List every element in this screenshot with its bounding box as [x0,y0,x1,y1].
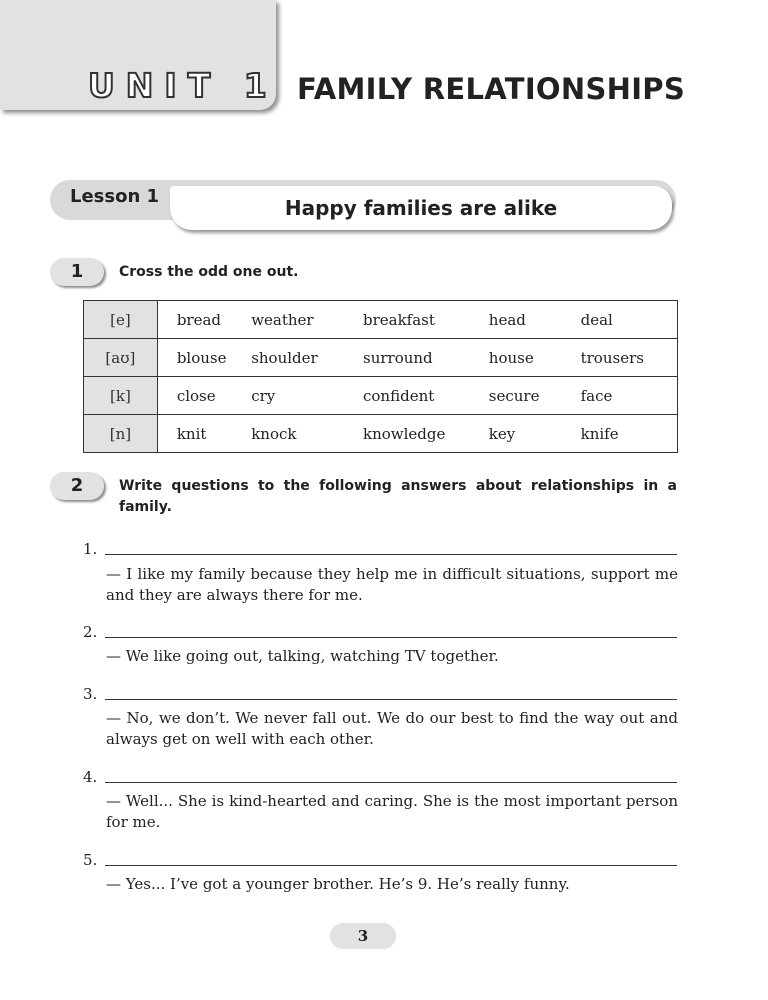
word-cell[interactable]: breakfast [363,301,489,339]
answer-text: — We like going out, talking, watching TV together. [106,647,499,665]
word-cell[interactable]: confident [363,377,489,415]
word-cell[interactable]: key [489,415,581,453]
word-cell[interactable]: secure [489,377,581,415]
question-write-line[interactable] [105,782,677,783]
sound-symbol: [n] [84,415,158,453]
word-cell[interactable]: trousers [581,339,678,377]
table-row [84,301,678,339]
question-number: 4. [83,768,98,786]
word-cell[interactable]: head [489,301,581,339]
word-cell[interactable]: cry [251,377,363,415]
word-cell[interactable]: bread [157,301,251,339]
unit-title: FAMILY RELATIONSHIPS [297,72,686,106]
question-write-line[interactable] [105,637,677,638]
sound-symbol: [aʊ] [84,339,158,377]
table-row [84,377,678,415]
word-cell[interactable]: surround [363,339,489,377]
question-write-line[interactable] [105,554,677,555]
table-row [84,339,678,377]
word-cell[interactable]: house [489,339,581,377]
question-number: 3. [83,685,98,703]
word-cell[interactable]: weather [251,301,363,339]
sound-symbol: [k] [84,377,158,415]
word-cell[interactable]: shoulder [251,339,363,377]
question-number: 2. [83,623,98,641]
exercise-1-instruction: Cross the odd one out. [119,264,299,280]
word-cell[interactable]: deal [581,301,678,339]
question-write-line[interactable] [105,699,677,700]
word-cell[interactable]: knit [157,415,251,453]
question-number: 1. [83,540,98,558]
question-number: 5. [83,851,98,869]
word-cell[interactable]: knife [581,415,678,453]
word-cell[interactable]: knock [251,415,363,453]
answer-text: — I like my family because they help me in difficult situations, support me and they are always there for me. [106,565,678,604]
word-cell[interactable]: close [157,377,251,415]
lesson-label: Lesson 1 [70,186,160,207]
word-cell[interactable]: blouse [157,339,251,377]
sound-symbol: [e] [84,301,158,339]
odd-one-out-table [83,300,678,453]
answer-text: — No, we don’t. We never fall out. We do our best to find the way out and always get on well with each other. [106,709,678,748]
exercise-2-number: 2 [50,472,104,500]
page-number: 3 [330,923,396,949]
lesson-title: Happy families are alike [284,196,558,220]
answer-text: — Yes... I’ve got a younger brother. He’s 9. He’s really funny. [106,875,570,893]
exercise-2-instruction: Write questions to the following answers about relationships in a family. [119,478,677,515]
answer-text: — Well... She is kind-hearted and caring. She is the most important person for me. [106,792,678,831]
question-write-line[interactable] [105,865,677,866]
unit-label: UNIT 1 [88,66,278,105]
table-row [84,415,678,453]
exercise-1-number: 1 [50,258,104,286]
word-cell[interactable]: knowledge [363,415,489,453]
word-cell[interactable]: face [581,377,678,415]
